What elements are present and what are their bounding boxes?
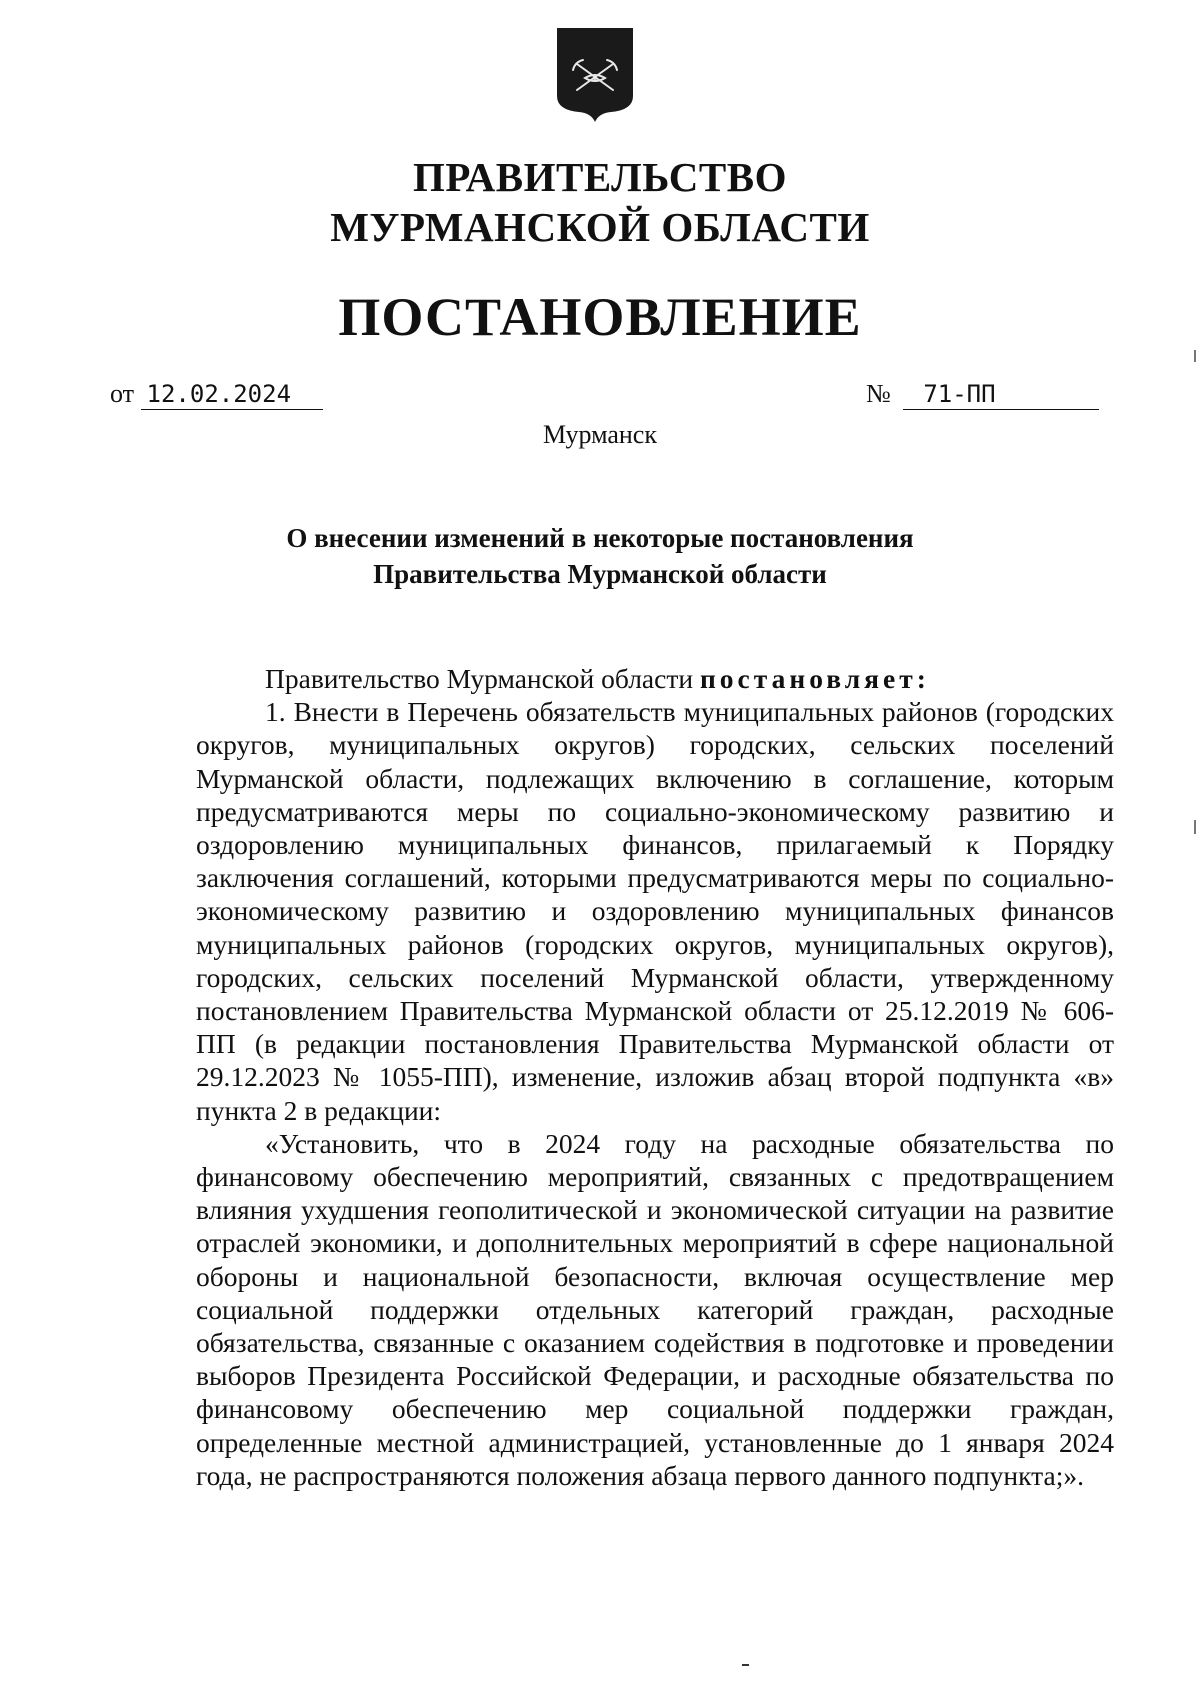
coat-of-arms-icon — [555, 26, 635, 124]
subject-line1: О внесении изменений в некоторые постановления — [286, 523, 914, 553]
date-value: 12.02.2024 — [141, 379, 323, 410]
document-type-heading: ПОСТАНОВЛЕНИЕ — [338, 287, 862, 347]
paragraph-1: 1. Внести в Перечень обязательств муниципальных районов (городских округов, муниципальных округов) городских, сельских поселений Мурманской области, подлежащих включению в соглашение, которым предусматриваются меры по социально-экономическому развитию и оздоровлению муниципальных финансов, прилагаемый к Порядку заключения соглашений, которыми предусматриваются меры по социально-экономическому развитию и оздоровлению муниципальных финансов муниципальных районов (городских округов, муниципальных округов), городских, сельских поселений Мурманской области, утвержденному постановлением Правительства Мурманской области от 25.12.2019 № 606-ПП (в редакции постановления Правительства Мурманской области от 29.12.2023 № 1055-ПП), изменение, изложив абзац второй подпункта «в» пункта 2 в редакции: — [196, 696, 1114, 1126]
scan-edge-mark — [1194, 350, 1196, 362]
number-prefix: № — [866, 379, 891, 408]
scan-edge-mark — [1194, 820, 1196, 834]
intro-paragraph — [196, 662, 1114, 695]
scan-artifact — [742, 1664, 749, 1666]
document-date — [110, 377, 323, 411]
number-value: 71-ПП — [903, 379, 1099, 410]
city-name: Мурманск — [543, 420, 657, 449]
document-subject — [0, 520, 1200, 592]
intro-text: Правительство Мурманской области — [265, 663, 700, 694]
decree-word: постановляет: — [699, 663, 930, 694]
document-body — [196, 662, 1114, 1492]
document-number — [866, 377, 1099, 411]
government-title-line1: ПРАВИТЕЛЬСТВО — [412, 154, 788, 200]
paragraph-2: «Установить, что в 2024 году на расходные обязательства по финансовому обеспечению мероприятий, связанных с предотвращением влияния ухудшения геополитической и экономической ситуации на развитие отраслей экономики, и дополнительных мероприятий в сфере национальной обороны и национальной безопасности, включая осуществление мер социальной поддержки отдельных категорий граждан, расходные обязательства, связанные с оказанием содействия в подготовке и проведении выборов Президента Российской Федерации, и расходные обязательства по финансовому обеспечению мер социальной поддержки граждан, определенные местной администрацией, установленные до 1 января 2024 года, не распространяются положения абзаца первого данного подпункта;». — [196, 1127, 1114, 1491]
government-title — [0, 152, 1200, 252]
subject-line2: Правительства Мурманской области — [373, 559, 827, 589]
government-title-line2: МУРМАНСКОЙ ОБЛАСТИ — [330, 204, 870, 250]
date-prefix: от — [110, 379, 135, 408]
